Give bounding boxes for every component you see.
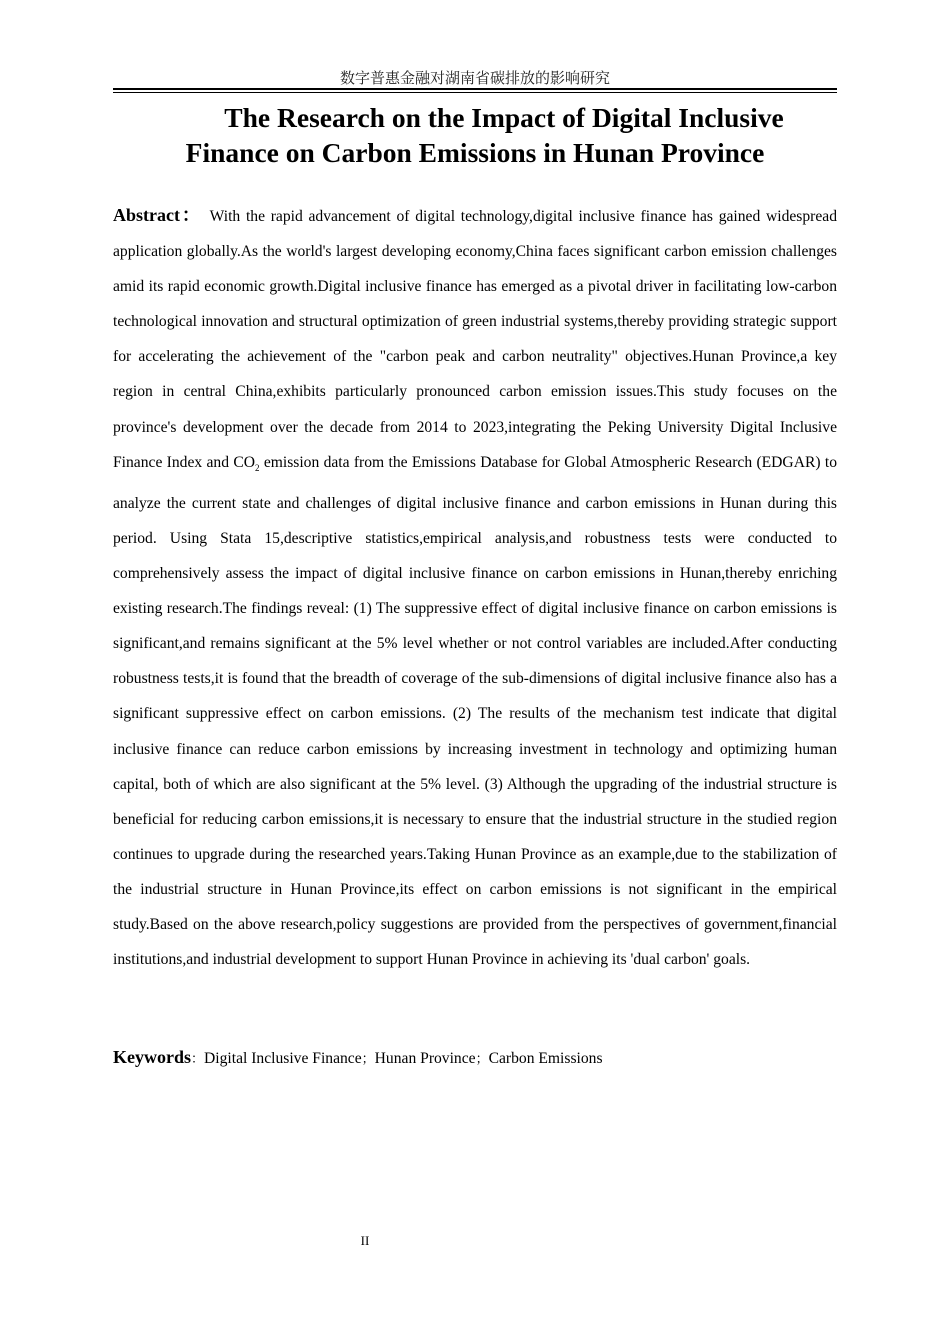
header-rule <box>113 88 837 90</box>
abstract-paragraph <box>113 198 837 977</box>
keywords-colon: ： <box>191 1052 205 1067</box>
page-number: II <box>360 1233 370 1248</box>
abstract-colon: ： <box>179 205 202 225</box>
keywords-label: Keywords <box>113 1047 191 1067</box>
running-header: 数字普惠金融对湖南省碳排放的影响研究 <box>339 69 610 87</box>
keyword-separator: ； <box>361 1052 375 1067</box>
keyword-item: Carbon Emissions <box>488 1050 603 1067</box>
page-title <box>113 100 837 170</box>
abstract-text-part1: With the rapid advancement of digital technology,digital inclusive finance has gained widespread application globally.As the world's largest developing economy,China faces significant carbon emission challenges amid its rapid economic growth.Digital inclusive finance has emerged as a pivotal driver in facilitating low-carbon technological innovation and structural optimization of green industrial systems,thereby providing strategic support for accelerating the achievement of the "carbon peak and carbon neutrality" objectives.Hunan Province,a key region in central China,exhibits particularly pronounced carbon emission issues.This study focuses on the province's development over the decade from 2014 to 2023,integrating the Peking University Digital Inclusive Finance Index and CO <box>113 208 837 471</box>
title-line-1: The Research on the Impact of Digital Inclusive <box>224 102 784 133</box>
keyword-separator: ； <box>475 1052 489 1067</box>
header-rule-thin <box>113 92 837 93</box>
keyword-item: Digital Inclusive Finance <box>204 1050 362 1067</box>
keyword-item: Hunan Province <box>374 1050 476 1067</box>
abstract-text-part2: emission data from the Emissions Database for Global Atmospheric Research (EDGAR) to analyze the current state and challenges of digital inclusive finance and carbon emissions in Hunan during this period. Using Stata 15,descriptive statistics,empirical analysis,and robustness tests were conducted to comprehensively assess the impact of digital inclusive finance on carbon emissions in Hunan,thereby enriching existing research.The findings reveal: (1) The suppressive effect of digital inclusive finance on carbon emissions is significant,and remains significant at the 5% level whether or not control variables are included.After conducting robustness tests,it is found that the breadth of coverage of the sub-dimensions of digital inclusive finance also has a significant suppressive effect on carbon emissions. (2) The results of the mechanism test indicate that digital inclusive finance can reduce carbon emissions by increasing investment in technology and optimizing human capital, both of which are also significant at the 5% level. (3) Although the upgrading of the industrial structure is beneficial for reducing carbon emissions,it is necessary to ensure that the industrial structure in the studied region continues to upgrade during the researched years.Taking Hunan Province as an example,due to the stabilization of the industrial structure in Hunan Province,its effect on carbon emissions is not significant in the empirical study.Based on the above research,policy suggestions are provided from the perspectives of government,financial institutions,and industrial development to support Hunan Province in achieving its 'dual carbon' goals. <box>113 453 837 969</box>
title-line-2: Finance on Carbon Emissions in Hunan Province <box>185 137 765 168</box>
co2-subscript: 2 <box>255 462 260 473</box>
abstract-label: Abstract <box>113 205 180 225</box>
keywords-line <box>113 1042 837 1075</box>
